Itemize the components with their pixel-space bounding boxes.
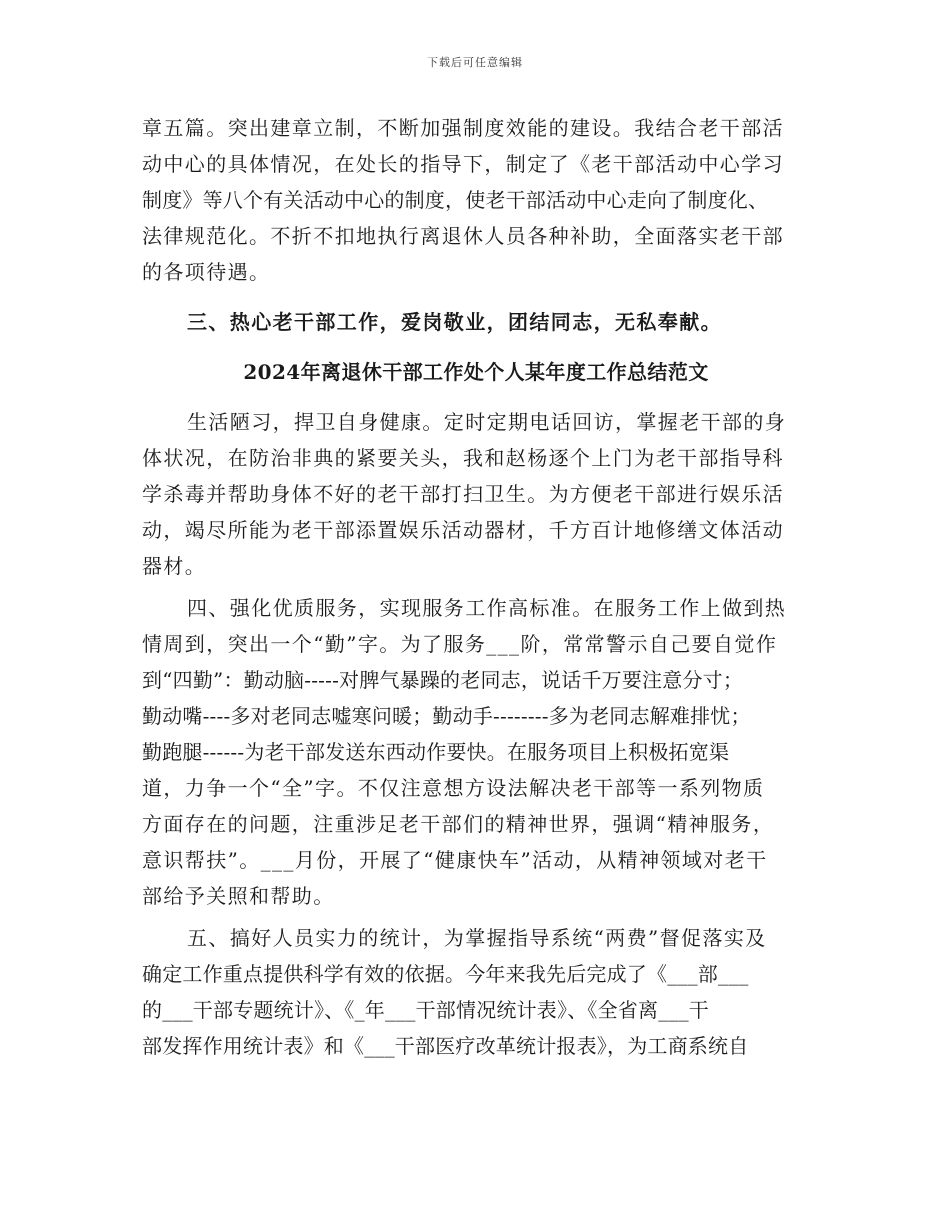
text-line: 法律规范化。不折不扣地执行离退休人员各种补助，全面落实老干部 <box>142 224 784 248</box>
text-line: 章五篇。突出建章立制，不断加强制度效能的建设。我结合老干部活 <box>142 116 784 140</box>
text-line: 确定工作重点提供科学有效的依据。今年来我先后完成了《___部___ <box>142 962 749 986</box>
text-line: 到“四勤”：勤动脑-----对脾气暴躁的老同志，说话千万要注意分寸； <box>142 668 744 692</box>
paragraph-3 <box>142 590 810 914</box>
text-line: 四、强化优质服务，实现服务工作高标准。在服务工作上做到热 <box>187 596 787 620</box>
text-line: 部发挥作用统计表》和《___干部医疗改革统计报表》，为工商系统自 <box>142 1034 749 1058</box>
text-line: 情周到，突出一个“勤”字。为了服务___阶，常常警示自己要自觉作 <box>142 632 778 656</box>
section-heading-3: 三、热心老干部工作，爱岗敬业，团结同志，无私奉献。 <box>187 310 722 334</box>
text-line: 勤跑腿------为老干部发送东西动作要快。在服务项目上积极拓宽渠 <box>142 740 730 764</box>
paragraph-2 <box>142 404 810 584</box>
text-line: 方面存在的问题，注重涉足老干部们的精神世界，强调“精神服务， <box>142 812 775 836</box>
text-line: 五、搞好人员实力的统计，为掌握指导系统“两费”督促落实及 <box>187 926 767 950</box>
text-line: 体状况，在防治非典的紧要关头，我和赵杨逐个上门为老干部指导科 <box>142 446 784 470</box>
text-line: 学杀毒并帮助身体不好的老干部打扫卫生。为方便老干部进行娱乐活 <box>142 482 784 506</box>
text-line: 制度》等八个有关活动中心的制度，使老干部活动中心走向了制度化、 <box>142 188 769 212</box>
text-line: 的___干部专题统计》、《_年___干部情况统计表》、《全省离___干 <box>142 998 709 1022</box>
document-body <box>142 110 810 1064</box>
document-title: 2024年离退休干部工作处个人某年度工作总结范文 <box>243 360 709 384</box>
text-line: 意识帮扶”。___月份，开展了“健康快车”活动，从精神领域对老干 <box>142 848 768 872</box>
text-line: 动，竭尽所能为老干部添置娱乐活动器材，千方百计地修缮文体活动 <box>142 518 784 542</box>
text-line: 部给予关照和帮助。 <box>142 884 335 908</box>
text-line: 器材。 <box>142 554 207 578</box>
text-line: 道，力争一个“全”字。不仅注意想方设法解决老干部等一系列物质 <box>142 776 765 800</box>
paragraph-1 <box>142 110 810 290</box>
text-line: 勤动嘴----多对老同志嘘寒问暖；勤动手--------多为老同志解难排忧； <box>142 704 751 728</box>
text-line: 生活陋习，捍卫自身健康。定时定期电话回访，掌握老干部的身 <box>187 410 787 434</box>
paragraph-4 <box>142 920 810 1064</box>
text-line: 动中心的具体情况，在处长的指导下，制定了《老干部活动中心学习 <box>142 152 784 176</box>
text-line: 的各项待遇。 <box>142 260 271 284</box>
page-header: 下载后可任意编辑 <box>427 56 523 69</box>
